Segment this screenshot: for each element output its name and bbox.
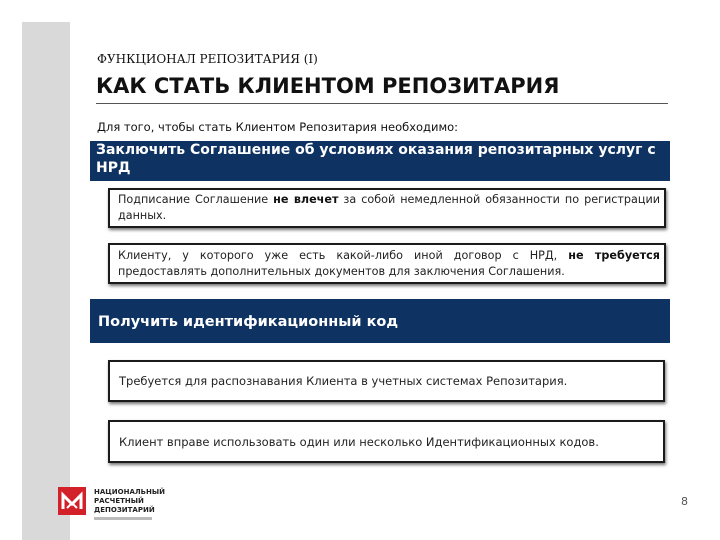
logo-line: ДЕПОЗИТАРИЙ <box>94 506 155 514</box>
card-emphasis: не требуется <box>568 249 660 262</box>
section1-card2 <box>108 243 666 284</box>
page-number: 8 <box>681 495 688 508</box>
logo-line: РАСЧЕТНЫЙ <box>94 497 144 505</box>
section1-heading: Заключить Соглашение об условиях оказания репозитарных услуг с НРД <box>90 141 670 181</box>
logo-tagline-rule <box>94 517 152 520</box>
card-emphasis: не влечет <box>273 193 339 206</box>
card-text: Клиенту, у которого уже есть какой-либо иной договор с НРД, <box>118 249 569 262</box>
card-text: за собой немедленной обязанности по регистрации данных. <box>118 193 661 222</box>
intro-text: Для того, чтобы стать Клиентом Репозитария необходимо: <box>97 120 459 134</box>
section2-card1: Требуется для распознавания Клиента в учетных системах Репозитария. <box>108 360 665 402</box>
logo-line: НАЦИОНАЛЬНЫЙ <box>94 488 165 496</box>
card-text: Подписание Соглашение <box>118 193 274 206</box>
page-subtitle: ФУНКЦИОНАЛ РЕПОЗИТАРИЯ (I) <box>97 52 318 66</box>
section2-heading: Получить идентификационный код <box>90 299 670 343</box>
nrd-logo-icon <box>58 487 86 515</box>
section1-card1 <box>108 188 666 228</box>
card-text: предоставлять дополнительных документов для заключения Соглашения. <box>118 265 565 278</box>
page-title: КАК СТАТЬ КЛИЕНТОМ РЕПОЗИТАРИЯ <box>96 74 560 98</box>
side-bar <box>22 22 70 540</box>
section2-card2: Клиент вправе использовать один или несколько Идентификационных кодов. <box>108 420 665 463</box>
logo-wordmark <box>94 488 165 515</box>
title-divider <box>96 103 668 104</box>
